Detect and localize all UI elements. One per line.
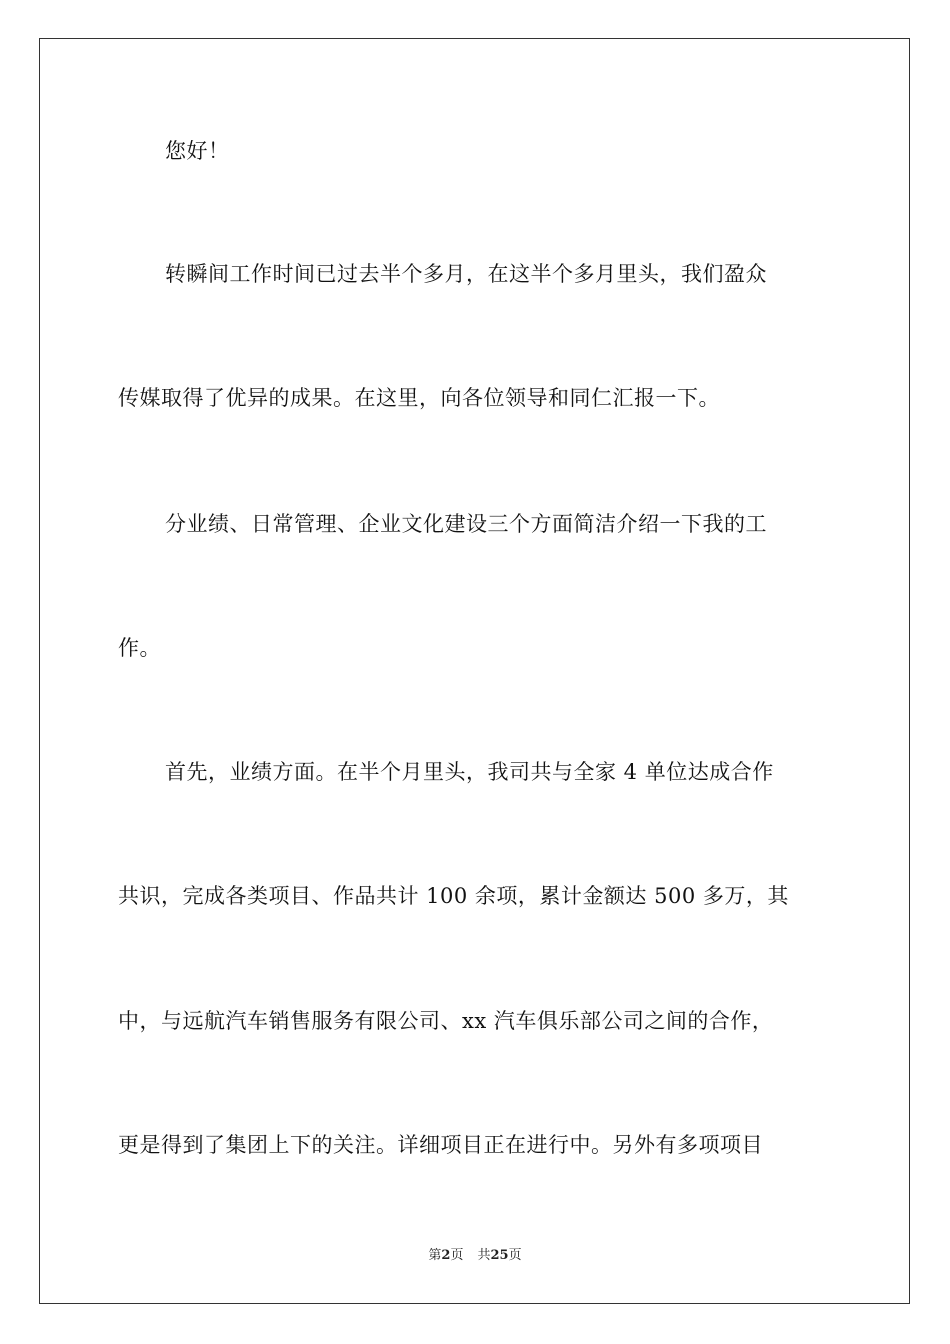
paragraph-line: 中，与远航汽车销售服务有限公司、xx 汽车俱乐部公司之间的合作， — [118, 1009, 774, 1033]
paragraph-line: 首先，业绩方面。在半个月里头，我司共与全家 4 单位达成合作 — [165, 760, 774, 784]
paragraph-line: 更是得到了集团上下的关注。详细项目正在进行中。另外有多项项目 — [118, 1133, 763, 1157]
total-prefix: 共 — [477, 1248, 491, 1263]
page-number-footer — [0, 1246, 950, 1266]
greeting-line: 您好！ — [165, 139, 230, 163]
page-suffix: 页 — [450, 1248, 464, 1263]
page-frame — [39, 38, 910, 1304]
paragraph-line: 转瞬间工作时间已过去半个多月，在这半个多月里头，我们盈众 — [165, 262, 767, 286]
total-suffix: 页 — [508, 1248, 522, 1263]
paragraph-line: 分业绩、日常管理、企业文化建设三个方面简洁介绍一下我的工 — [165, 512, 767, 536]
page-prefix: 第 — [428, 1248, 442, 1263]
paragraph-line: 作。 — [118, 636, 161, 660]
current-page-number: 2 — [441, 1248, 451, 1263]
total-page-number: 25 — [490, 1248, 509, 1263]
paragraph-line: 传媒取得了优异的成果。在这里，向各位领导和同仁汇报一下。 — [118, 386, 720, 410]
paragraph-line: 共识，完成各类项目、作品共计 100 余项，累计金额达 500 多万，其 — [118, 884, 789, 908]
